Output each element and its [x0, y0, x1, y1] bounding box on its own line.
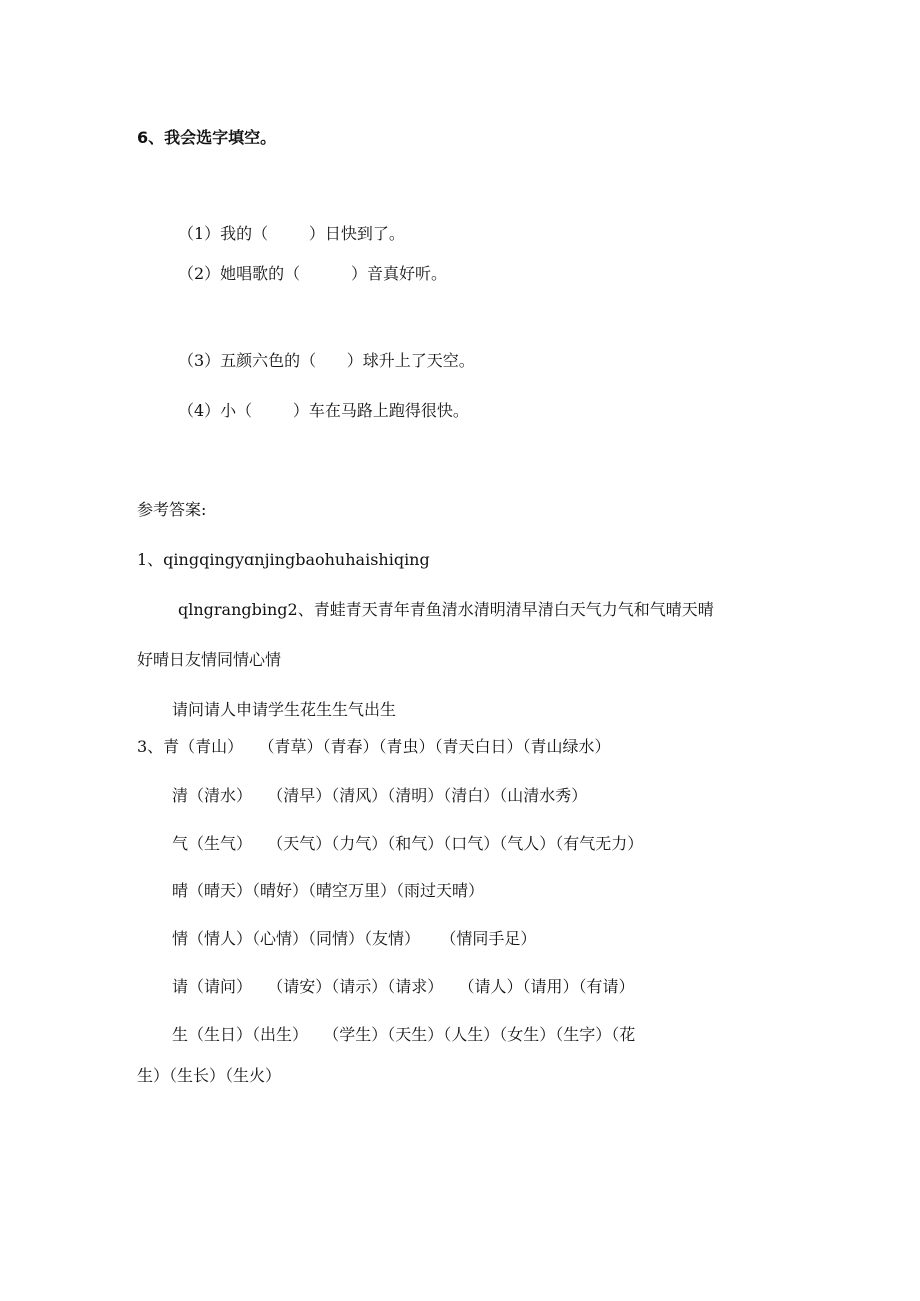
question-item-2: （2）她唱歌的（ ）音真好听。 [178, 264, 448, 283]
answer-2-continued-2: 请问请人申请学生花生生气出生 [172, 700, 397, 719]
answer-3-line-qing4: 情（情人）（心情）（同情）（友情） （情同手足） [172, 929, 537, 948]
answer-3-line-qing5: 请（请问） （请安）（请示）（请求） （请人）（请用）（有请） [172, 977, 635, 996]
answer-1-continued: qlngrangbing2、青蛙青天青年青鱼清水清明清早清白天气力气和气晴天晴 [178, 600, 714, 619]
answer-1: 1、qingqingyɑnjingbaohuhaishiqing [137, 550, 430, 569]
question-title: 6、我会选字填空。 [137, 128, 277, 147]
answer-3-line-qing2: 清（清水） （清早）（清风）（清明）（清白）（山清水秀） [172, 786, 588, 805]
answer-3-line-sheng: 生（生日）（出生） （学生）（天生）（人生）（女生）（生字）（花 [172, 1025, 636, 1044]
question-item-1: （1）我的（ ）日快到了。 [178, 224, 405, 243]
answer-3-line-qing1: 3、青（青山） （青草）（青春）（青虫）（青天白日）（青山绿水） [137, 737, 611, 756]
answer-3-line-sheng-cont: 生）（生长）（生火） [137, 1066, 282, 1085]
answer-3-line-qi: 气（生气） （天气）（力气）（和气）（口气）（气人）（有气无力） [172, 834, 644, 853]
answers-heading: 参考答案: [137, 500, 207, 519]
answer-3-line-qing3: 晴（晴天）（晴好）（晴空万里）（雨过天晴） [172, 881, 485, 900]
question-item-4: （4）小（ ）车在马路上跑得很快。 [178, 401, 469, 420]
answer-2-continued: 好晴日友情同情心情 [137, 650, 282, 669]
question-item-3: （3）五颜六色的（ ）球升上了天空。 [178, 351, 475, 370]
